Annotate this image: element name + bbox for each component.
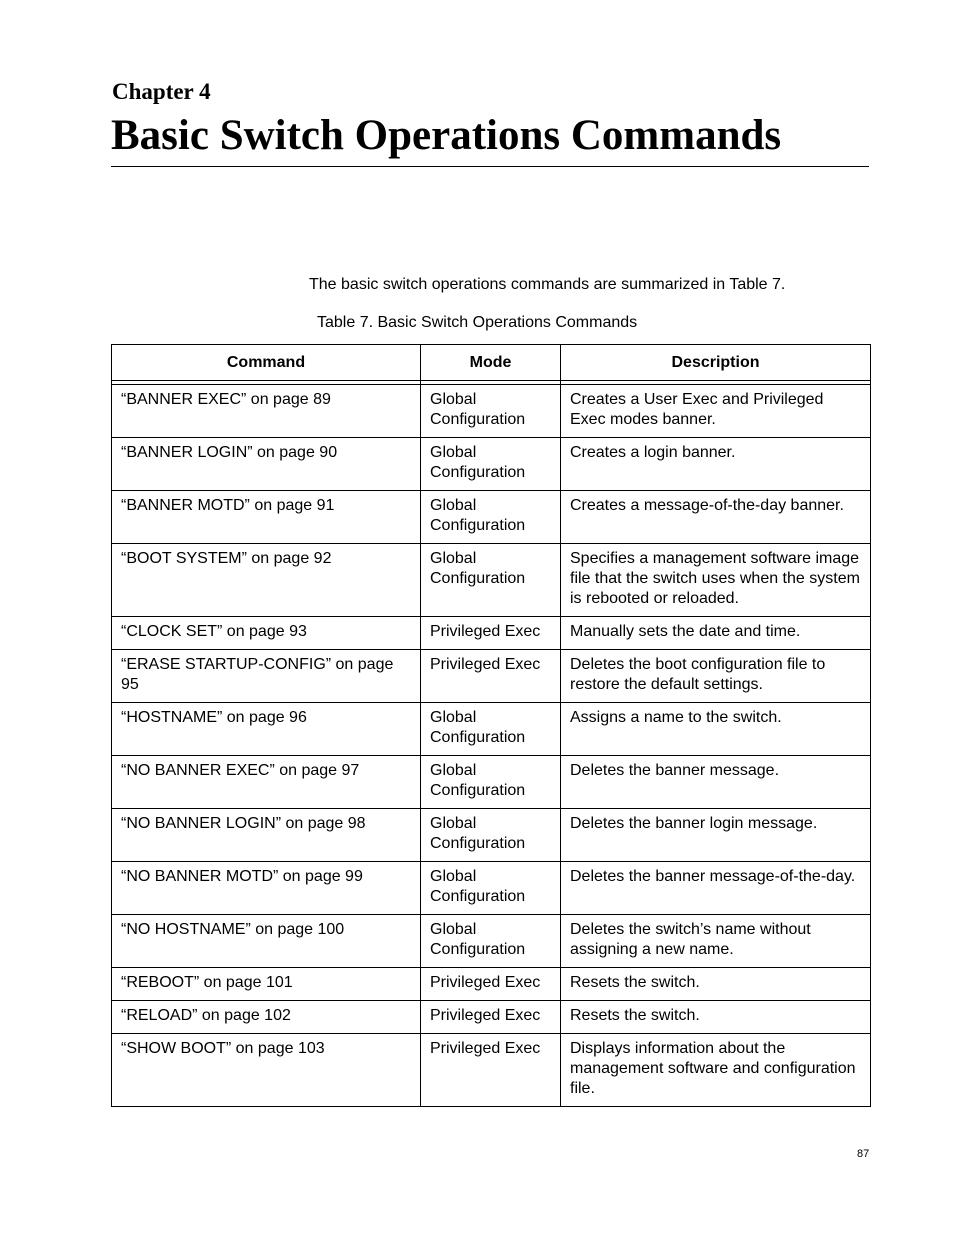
- description-cell: Resets the switch.: [561, 968, 871, 1001]
- command-cell[interactable]: “RELOAD” on page 102: [112, 1001, 421, 1034]
- header-command: Command: [112, 345, 421, 381]
- table-row: [112, 438, 871, 491]
- table-row: [112, 968, 871, 1001]
- header-mode: Mode: [421, 345, 561, 381]
- command-cell[interactable]: “ERASE STARTUP-CONFIG” on page 95: [112, 650, 421, 703]
- command-cell[interactable]: “NO BANNER EXEC” on page 97: [112, 756, 421, 809]
- mode-cell: Global Configuration: [421, 915, 561, 968]
- table-row: [112, 809, 871, 862]
- chapter-label: Chapter 4: [112, 79, 211, 104]
- table-row: [112, 1034, 871, 1107]
- mode-cell: Privileged Exec: [421, 650, 561, 703]
- description-cell: Assigns a name to the switch.: [561, 703, 871, 756]
- command-cell[interactable]: “SHOW BOOT” on page 103: [112, 1034, 421, 1107]
- table-caption: Table 7. Basic Switch Operations Commands: [317, 314, 638, 331]
- commands-table: [111, 344, 871, 1107]
- description-cell: Specifies a management software image file that the switch uses when the system is rebooted or reloaded.: [561, 544, 871, 617]
- command-cell[interactable]: “BANNER MOTD” on page 91: [112, 491, 421, 544]
- table-row: [112, 915, 871, 968]
- description-cell: Deletes the boot configuration file to restore the default settings.: [561, 650, 871, 703]
- command-cell[interactable]: “BANNER LOGIN” on page 90: [112, 438, 421, 491]
- description-cell: Manually sets the date and time.: [561, 617, 871, 650]
- description-cell: Creates a message-of-the-day banner.: [561, 491, 871, 544]
- description-cell: Deletes the banner message-of-the-day.: [561, 862, 871, 915]
- description-cell: Creates a login banner.: [561, 438, 871, 491]
- description-cell: Displays information about the management software and configuration file.: [561, 1034, 871, 1107]
- command-cell[interactable]: “NO BANNER MOTD” on page 99: [112, 862, 421, 915]
- mode-cell: Global Configuration: [421, 544, 561, 617]
- table-header-row: [112, 345, 871, 381]
- table-row: [112, 1001, 871, 1034]
- command-cell[interactable]: “NO BANNER LOGIN” on page 98: [112, 809, 421, 862]
- description-cell: Deletes the switch’s name without assigning a new name.: [561, 915, 871, 968]
- header-description: Description: [561, 345, 871, 381]
- command-cell[interactable]: “NO HOSTNAME” on page 100: [112, 915, 421, 968]
- mode-cell: Privileged Exec: [421, 1034, 561, 1107]
- mode-cell: Global Configuration: [421, 703, 561, 756]
- command-cell[interactable]: “BOOT SYSTEM” on page 92: [112, 544, 421, 617]
- table-row: [112, 385, 871, 438]
- description-cell: Deletes the banner login message.: [561, 809, 871, 862]
- intro-paragraph: The basic switch operations commands are summarized in Table 7.: [309, 276, 786, 293]
- table-row: [112, 862, 871, 915]
- mode-cell: Global Configuration: [421, 438, 561, 491]
- mode-cell: Global Configuration: [421, 385, 561, 438]
- page-number: 87: [857, 1148, 870, 1160]
- table-row: [112, 756, 871, 809]
- table-row: [112, 703, 871, 756]
- mode-cell: Global Configuration: [421, 756, 561, 809]
- mode-cell: Global Configuration: [421, 862, 561, 915]
- table-body: [112, 385, 871, 1107]
- table-row: [112, 491, 871, 544]
- table-row: [112, 650, 871, 703]
- table-row: [112, 544, 871, 617]
- mode-cell: Privileged Exec: [421, 617, 561, 650]
- mode-cell: Global Configuration: [421, 809, 561, 862]
- description-cell: Resets the switch.: [561, 1001, 871, 1034]
- command-cell[interactable]: “CLOCK SET” on page 93: [112, 617, 421, 650]
- table-row: [112, 617, 871, 650]
- title-rule: [111, 166, 869, 167]
- mode-cell: Global Configuration: [421, 491, 561, 544]
- chapter-title: Basic Switch Operations Commands: [111, 112, 782, 159]
- mode-cell: Privileged Exec: [421, 1001, 561, 1034]
- description-cell: Deletes the banner message.: [561, 756, 871, 809]
- mode-cell: Privileged Exec: [421, 968, 561, 1001]
- command-cell[interactable]: “HOSTNAME” on page 96: [112, 703, 421, 756]
- description-cell: Creates a User Exec and Privileged Exec modes banner.: [561, 385, 871, 438]
- command-cell[interactable]: “BANNER EXEC” on page 89: [112, 385, 421, 438]
- command-cell[interactable]: “REBOOT” on page 101: [112, 968, 421, 1001]
